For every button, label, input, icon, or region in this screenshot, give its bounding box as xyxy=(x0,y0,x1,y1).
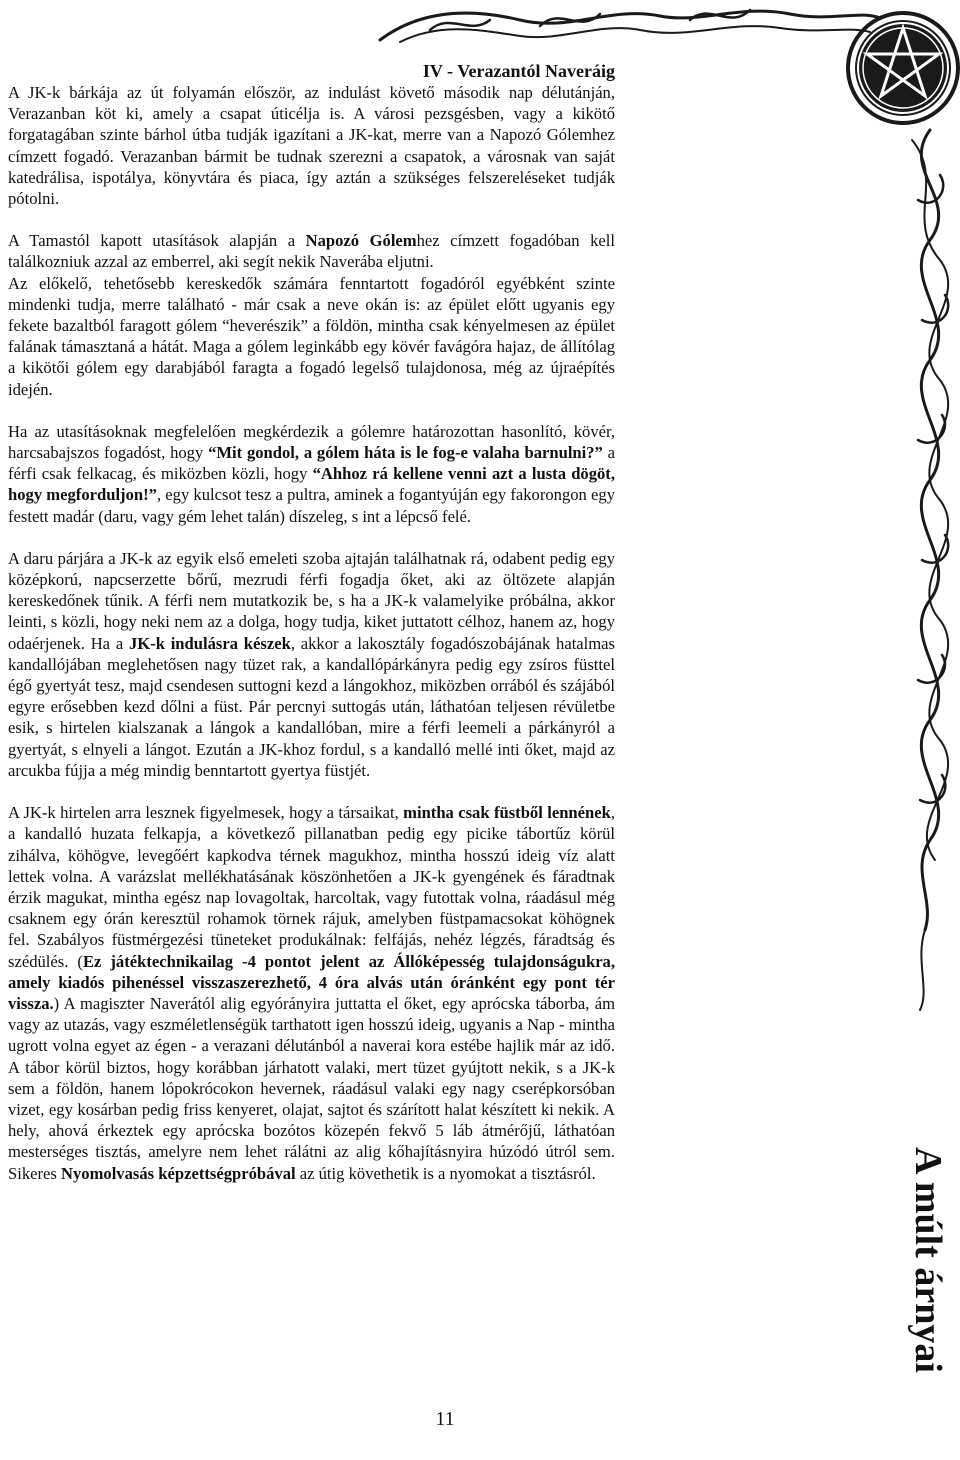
paragraph-text: a férfi csak felkacag, és miközben közli, hogy xyxy=(8,443,616,484)
book-title: A múlt árnyai xyxy=(906,1147,949,1373)
paragraph-text: Ha az utasításoknak megfelelően megkérdezik a gólemre határozottan hasonlító, kövér, harcsabajszos fogadóst, hogy xyxy=(8,421,615,463)
bold-text: JK-k indulásra készek xyxy=(128,633,291,653)
bold-text: Napozó Gólem xyxy=(305,231,417,251)
body-paragraph xyxy=(8,802,615,1184)
page-number: 11 xyxy=(435,1408,455,1430)
paragraph-text: ) A magiszter Naverától alig egyórányira juttatta el őket, egy aprócska táborba, ám vagy az utazás, vagy eszméletlenségük tarthatott igen hosszú ideig, ugyanis a Nap - mintha ugrott volna egyet az égen - a verazani délutánból a naverai kora estébe hajlik már az idő. A tábor körül biztos, hogy korábban járhatott valaki, mert tüzet gyújtott nekik, s a JK-k sem a földön, hanem lópokrócokon hevernek, ráadásul valaki egy nagy cserépkorsóban vizet, egy kosárban pedig friss kenyeret, olajat, sajtot és szárított halat készített ki nekik. A hely, ahová érkeztek egy aprócska bozótos közepén fekvő 5 láb átmérőjű, láthatóan mesterséges tisztás, amelyre nem lehet rálátni az alig kőhajításnyira húzódó útról sem. Sikeres xyxy=(8,993,615,1183)
bold-text: Ez játéktechnikailag -4 pontot jelent az Állóképesség tulajdonságukra, amely kiadós pihenéssel visszaszerezhető, 4 óra alvás után óránként egy pont tér vissza. xyxy=(8,951,615,1013)
body-paragraph xyxy=(8,548,615,781)
article-column xyxy=(8,60,615,1205)
paragraph-text: hez címzett fogadóban kell találkozniuk azzal az emberrel, aki segít nekik Naverába eljutni. xyxy=(8,231,615,272)
paragraph-text: , egy kulcsot tesz a pultra, aminek a fogantyúján egy fakorongon egy festett madár (daru, vagy gém lehet talán) díszeleg, s int a lépcső felé. xyxy=(8,485,615,526)
paragraph-text: A Tamastól kapott utasítások alapján a xyxy=(8,231,306,251)
paragraph-text: Az előkelő, tehetősebb kereskedők számára fenntartott fogadóról egyébként szinte mindenki tudja, merre található - már csak a neve okán is: az épület előtt ugyanis egy fekete bazaltból faragott gólem “heverészik” a földön, mintha csak kényelmesen az épület falának támasztaná a hátát. Maga a gólem leginkább egy kövér favágóra hajaz, de állítólag a kikötői gólem egy darabjából faragta a fogadó legelső tulajdonosa, még az újraépítés idején. xyxy=(8,273,615,399)
body-paragraph xyxy=(8,82,615,209)
body-paragraph xyxy=(8,421,615,527)
body-paragraph xyxy=(8,230,615,272)
body-paragraph xyxy=(8,273,615,400)
bold-text: “Ahhoz rá kellene venni azt a lusta dögöt, hogy megforduljon!” xyxy=(8,464,615,505)
book-title-vertical xyxy=(890,1120,960,1400)
paragraph-text: , akkor a lakosztály fogadószobájának hatalmas kandallójában meglehetősen nagy tüzet rak, a kandallópárkányra pedig egy zsíros füsttel égő gyertyát tesz, majd csendesen suttogni kezd a lángokhoz, miközben orrából és szájából egyre erősebben kezd dőlni a füst. Pár percnyi suttogás után, láthatóan teljesen révületbe esik, s hirtelen kialszanak a lángok a kandallóban, mire a férfi leemeli a párkányról a gyertyát, s elnyeli a lángot. Ezután a JK-khoz fordul, s a kandalló mellé inti őket, majd az arcukba fújja a még mindig benntartott gyertya füstjét. xyxy=(8,633,616,780)
bold-text: “Mit gondol, a gólem háta is le fog-e valaha barnulni?” xyxy=(208,443,603,463)
paragraph-text: A daru párjára a JK-k az egyik első emeleti szoba ajtaján találhatnak rá, odabent pedig egy középkorú, napcserzette bőrű, mezrudi férfi fogadja őket, aki az öltözete alapján kereskedőnek tűnik. A férfi nem mutatkozik be, s ha a JK-k valamelyike próbálna, akkor leinti, s közli, hogy neki nem az a dolga, hogy tudja, kiket juttatott célhoz, hanem az, hogy odaérjenek. Ha a xyxy=(8,548,615,653)
article-body xyxy=(8,82,615,1184)
pentagram-emblem xyxy=(859,24,947,112)
paragraph-text: A JK-k hirtelen arra lesznek figyelmesek, hogy a társaikat, xyxy=(8,803,404,823)
bold-text: Nyomolvasás képzettségpróbával xyxy=(61,1163,296,1183)
bold-text: mintha csak füstből lennének xyxy=(403,803,611,823)
paragraph-text: A JK-k bárkája az út folyamán először, az indulást követő második nap délutánján, Verazanban köt ki, amely a csapat úticélja is. A városi pezsgésben, vagy a kikötő forgatagában szinte bárhol útba tudják igazítani a JK-kat, merre van a Napozó Gólemhez címzett fogadó. Verazanban bármit be tudnak szerezni a csapatok, a városnak van saját katedrálisa, ispotálya, könyvtára és piaca, így aztán a szükséges felszereléseket tudják pótolni. xyxy=(8,83,615,209)
chapter-title: IV - Verazantól Naveráig xyxy=(422,61,615,81)
paragraph-text: az útig követhetik is a nyomokat a tisztásról. xyxy=(295,1163,596,1183)
paragraph-text: , a kandalló huzata felkapja, a következő pillanatban pedig egy picike tábortűz körül zihálva, köhögve, levegőért kapkodva térnek magukhoz, mintha hosszú ideig víz alatt lettek volna. A varázslat mellékhatásának köszönhetően a JK-k gyengének és fáradtnak érzik magukat, mintha egész nap lovagoltak, harcoltak, vagy futottak volna, ráadásul még csaknem egy órán keresztül rohamok törnek rájuk, amelyben füstpamacsokat köhögnek fel. Szabályos füstmérgezési tüneteket produkálnak: felfájás, nehéz légzés, fáradtság és szédülés. ( xyxy=(8,803,615,971)
